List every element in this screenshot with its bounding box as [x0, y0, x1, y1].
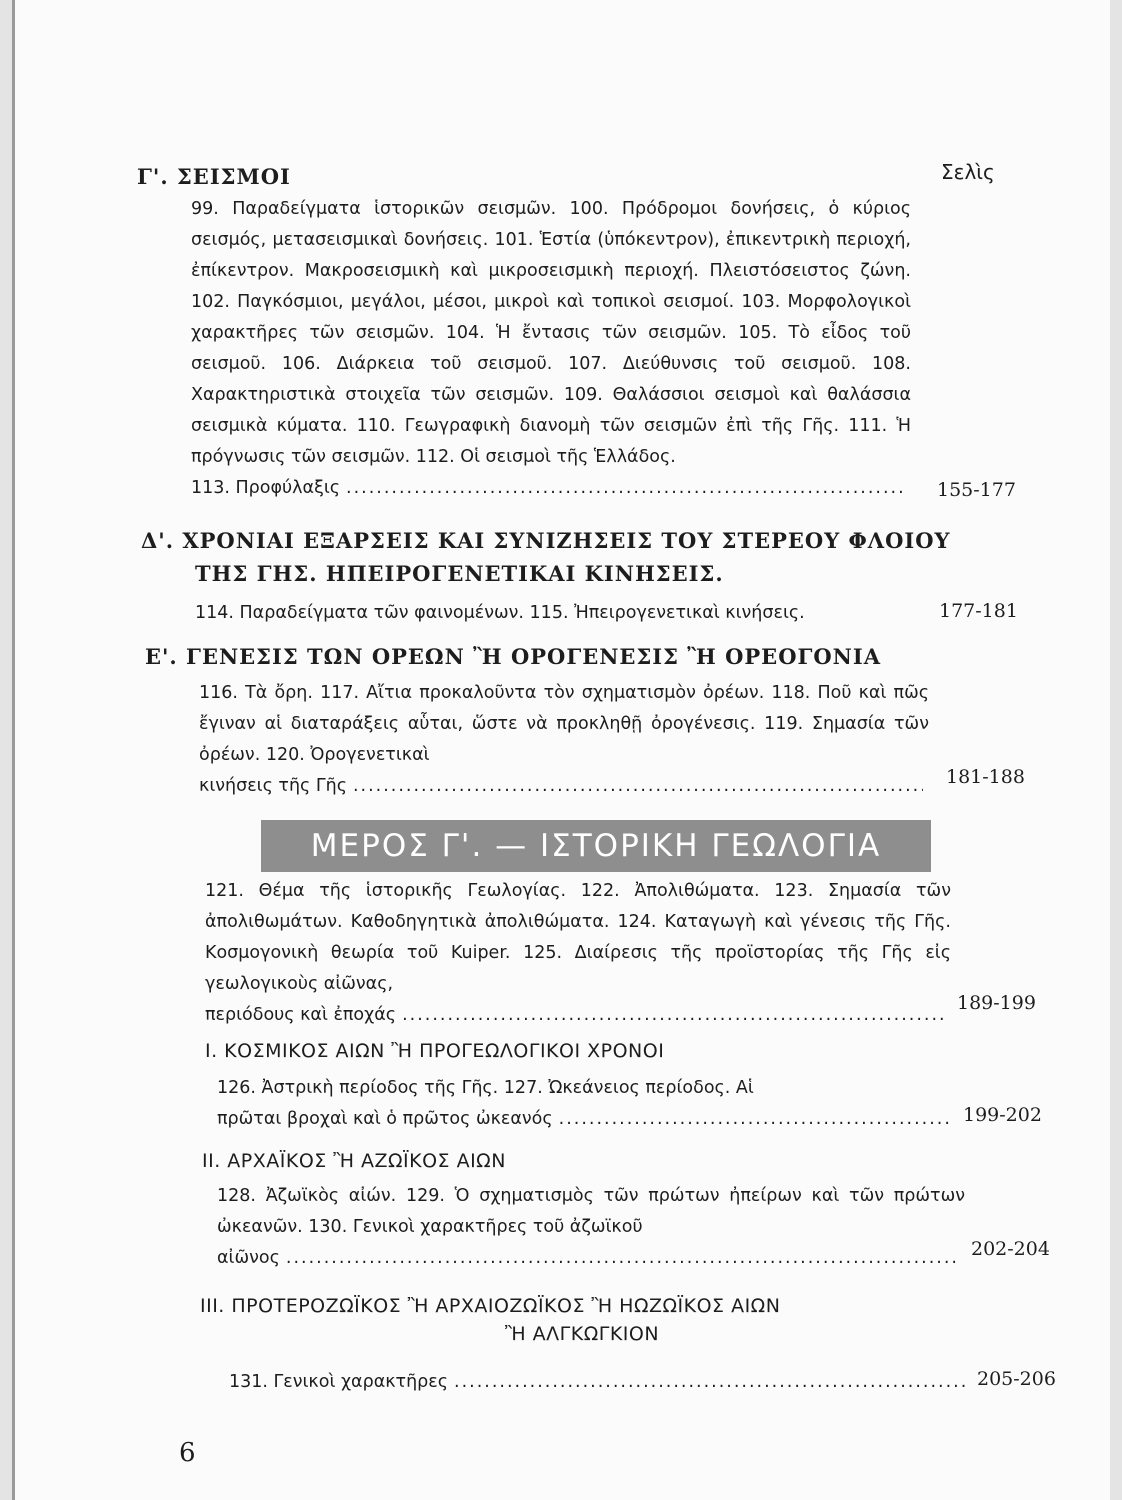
section-g-pages: 155-177 [937, 479, 1016, 501]
era-iii-title-line2: Ἢ ΑΛΓΚΩΓΚΙΟΝ [505, 1323, 660, 1345]
dot-leader [286, 1243, 959, 1274]
page-number: 6 [179, 1438, 196, 1468]
era-i-last-text: πρῶται βροχαὶ καὶ ὁ πρῶτος ὠκεανός [217, 1109, 553, 1129]
era-i-title: I. ΚΟΣΜΙΚΟΣ ΑΙΩΝ Ἢ ΠΡΟΓΕΩΛΟΓΙΚΟΙ ΧΡΟΝΟΙ [205, 1040, 665, 1062]
book-page [12, 0, 1110, 1500]
era-iii-last-text: 131. Γενικοὶ χαρακτῆρες [229, 1372, 449, 1392]
era-i-body: 126. Ἀστρικὴ περίοδος τῆς Γῆς. 127. Ὠκεάνειος περίοδος. Αἱ [217, 1078, 754, 1098]
dot-leader [353, 771, 923, 802]
section-g-last-line [191, 473, 911, 504]
dot-leader [454, 1367, 965, 1398]
section-e-last-text: κινήσεις τῆς Γῆς [199, 776, 347, 796]
dot-leader [346, 473, 905, 504]
dot-leader [559, 1104, 951, 1135]
dot-leader [402, 1000, 945, 1031]
era-iii-last-line [229, 1367, 971, 1398]
section-g-title: Γ'. ΣΕΙΣΜΟΙ [137, 164, 291, 189]
section-g-last-text: 113. Προφύλαξις [191, 478, 341, 498]
era-ii-title: II. ΑΡΧΑΪΚΟΣ Ἢ ΑΖΩΪΚΟΣ ΑΙΩΝ [202, 1150, 506, 1172]
part-intro-last-line [205, 1000, 951, 1031]
era-i-last-line [217, 1104, 957, 1135]
part-intro-last-text: περιόδους καὶ ἐποχάς [205, 1005, 397, 1025]
era-iii-title-line1: III. ΠΡΟΤΕΡΟΖΩΪΚΟΣ Ἢ ΑΡΧΑΙΟΖΩΪΚΟΣ Ἢ ΗΩΖΩΪΚΟΣ ΑΙΩΝ [200, 1295, 781, 1317]
section-e-pages: 181-188 [946, 766, 1025, 788]
page-column-label: Σελὶς [941, 160, 995, 184]
section-d-entry [195, 598, 935, 629]
section-e-last-line [199, 771, 929, 802]
era-ii-pages: 202-204 [971, 1238, 1050, 1260]
era-iii-pages: 205-206 [977, 1368, 1056, 1390]
era-iii-entry [229, 1367, 971, 1398]
part-intro-body: 121. Θέμα τῆς ἱστορικῆς Γεωλογίας. 122. Ἀπολιθώματα. 123. Σημασία τῶν ἀπολιθωμάτων. Καθοδηγητικὰ ἀπολιθώματα. 124. Καταγωγὴ καὶ γένεσις τῆς Γῆς. Κοσμογονικὴ θεωρία τοῦ Kuiper. 125. Διαίρεσις τῆς προϊστορίας τῆς Γῆς εἰς γεωλογικοὺς αἰῶνας, [205, 881, 951, 994]
part-intro-entry [205, 876, 951, 1031]
section-d-last-text: 114. Παραδείγματα τῶν φαινομένων. 115. Ἠπειρογενετικαὶ κινήσεις. [195, 603, 805, 623]
part-intro-pages: 189-199 [957, 992, 1036, 1014]
part-banner: ΜΕΡΟΣ Γ'. — ΙΣΤΟΡΙΚΗ ΓΕΩΛΟΓΙΑ [261, 820, 931, 872]
section-d-title-line2: ΤΗΣ ΓΗΣ. ΗΠΕΙΡΟΓΕΝΕΤΙΚΑΙ ΚΙΝΗΣΕΙΣ. [195, 561, 724, 586]
era-ii-last-line [217, 1243, 965, 1274]
section-e-entry [199, 678, 929, 802]
era-ii-entry [217, 1181, 965, 1274]
section-e-body: 116. Τὰ ὄρη. 117. Αἴτια προκαλοῦντα τὸν σχηματισμὸν ὀρέων. 118. Ποῦ καὶ πῶς ἔγιναν αἱ διαταράξεις αὗται, ὥστε νὰ προκληθῇ ὀρογένεσις. 119. Σημασία τῶν ὀρέων. 120. Ὀρογενετικαὶ [199, 683, 929, 765]
era-i-pages: 199-202 [963, 1104, 1042, 1126]
section-g-entry [191, 194, 911, 504]
section-g-body: 99. Παραδείγματα ἱστορικῶν σεισμῶν. 100. Πρόδρομοι δονήσεις, ὁ κύριος σεισμός, μετασεισμικαὶ δονήσεις. 101. Ἑστία (ὑπόκεντρον), ἐπικεντρικὴ περιοχή, ἐπίκεντρον. Μακροσεισμικὴ καὶ μικροσεισμικὴ περιοχή. Πλειστόσειστος ζώνη. 102. Παγκόσμιοι, μεγάλοι, μέσοι, μικροὶ καὶ τοπικοὶ σεισμοί. 103. Μορφολογικοὶ χαρακτῆρες τῶν σεισμῶν. 104. Ἡ ἔντασις τῶν σεισμῶν. 105. Τὸ εἶδος τοῦ σεισμοῦ. 106. Διάρκεια τοῦ σεισμοῦ. 107. Διεύθυνσις τοῦ σεισμοῦ. 108. Χαρακτηριστικὰ στοιχεῖα τῶν σεισμῶν. 109. Θαλάσσιοι σεισμοὶ καὶ θαλάσσια σεισμικὰ κύματα. 110. Γεωγραφικὴ διανομὴ τῶν σεισμῶν ἐπὶ τῆς Γῆς. 111. Ἡ πρόγνωσις τῶν σεισμῶν. 112. Οἱ σεισμοὶ τῆς Ἑλλάδος. [191, 199, 911, 467]
era-ii-last-text: αἰῶνος [217, 1248, 280, 1268]
section-d-pages: 177-181 [939, 600, 1018, 622]
section-e-title: Ε'. ΓΕΝΕΣΙΣ ΤΩΝ ΟΡΕΩΝ Ἢ ΟΡΟΓΕΝΕΣΙΣ Ἢ ΟΡΕΟΓΟΝΙΑ [145, 644, 881, 669]
section-d-title-line1: Δ'. ΧΡΟΝΙΑΙ ΕΞΑΡΣΕΙΣ ΚΑΙ ΣΥΝΙΖΗΣΕΙΣ ΤΟΥ ΣΤΕΡΕΟΥ ΦΛΟΙΟΥ [141, 528, 951, 553]
era-i-entry [217, 1073, 957, 1135]
era-ii-body: 128. Ἀζωϊκὸς αἰών. 129. Ὁ σχηματισμὸς τῶν πρώτων ἠπείρων καὶ τῶν πρώτων ὠκεανῶν. 130. Γενικοὶ χαρακτῆρες τοῦ ἀζωϊκοῦ [217, 1186, 965, 1237]
